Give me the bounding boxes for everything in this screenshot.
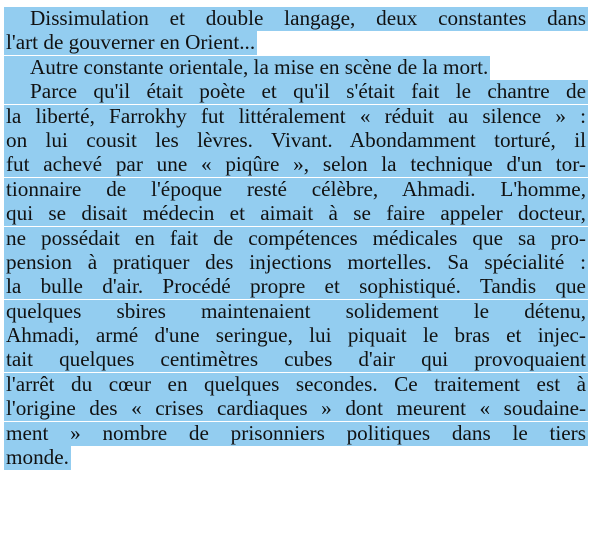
line-3: Autre constante orientale, la mise en scène de la mort.: [4, 56, 490, 80]
text-line: [4, 421, 594, 445]
text-line: [4, 250, 594, 274]
line-15: tait quelques centimètres cubes d'air qui provoquaient: [6, 347, 586, 372]
line-19: monde.: [6, 445, 69, 470]
text-line: [4, 55, 594, 79]
line-5: la liberté, Farrokhy fut littéralement « réduit au silence » :: [6, 103, 586, 128]
text-line: [4, 6, 594, 30]
line-16: l'arrêt du cœur en quelques secondes. Ce traitement est à: [6, 371, 586, 396]
text-line: [4, 104, 594, 128]
line-4: Parce qu'il était poète et qu'il s'était fait le chantre de: [4, 80, 588, 104]
text-line: [4, 274, 594, 298]
text-line: [4, 299, 594, 323]
line-13: quelques sbires maintenaient solidement le détenu,: [6, 298, 586, 323]
text-line: [4, 347, 594, 371]
text-line: [4, 79, 594, 103]
line-9: qui se disait médecin et aimait à se faire appeler docteur,: [6, 201, 586, 226]
text-line: [4, 445, 594, 469]
line-17: l'origine des « crises cardiaques » dont meurent « soudaine-: [6, 396, 587, 421]
line-6: on lui cousit les lèvres. Vivant. Abondamment torturé, il: [6, 127, 586, 152]
line-8: tionnaire de l'époque resté célèbre, Ahmadi. L'homme,: [6, 176, 587, 201]
text-line: [4, 177, 594, 201]
text-line: [4, 396, 594, 420]
line-10: ne possédait en fait de compétences médicales que sa pro-: [6, 225, 586, 250]
text-line: [4, 372, 594, 396]
line-7: fut achevé par une « piqûre », selon la technique d'un tor-: [6, 152, 586, 177]
highlighted-text-block: [4, 6, 594, 469]
line-18: ment » nombre de prisonniers politiques dans le tiers: [6, 420, 586, 445]
line-14: Ahmadi, armé d'une seringue, lui piquait le bras et injec-: [6, 323, 586, 348]
text-line: [4, 128, 594, 152]
line-12: la bulle d'air. Procédé propre et sophistiqué. Tandis que: [6, 274, 586, 299]
line-11: pension à pratiquer des injections mortelles. Sa spécialité :: [6, 249, 587, 274]
text-line: [4, 201, 594, 225]
text-line: [4, 152, 594, 176]
line-2: l'art de gouverner en Orient...: [6, 30, 256, 55]
text-line: [4, 323, 594, 347]
text-line: [4, 30, 594, 54]
text-line: [4, 226, 594, 250]
line-1: Dissimulation et double langage, deux constantes dans: [4, 7, 588, 31]
